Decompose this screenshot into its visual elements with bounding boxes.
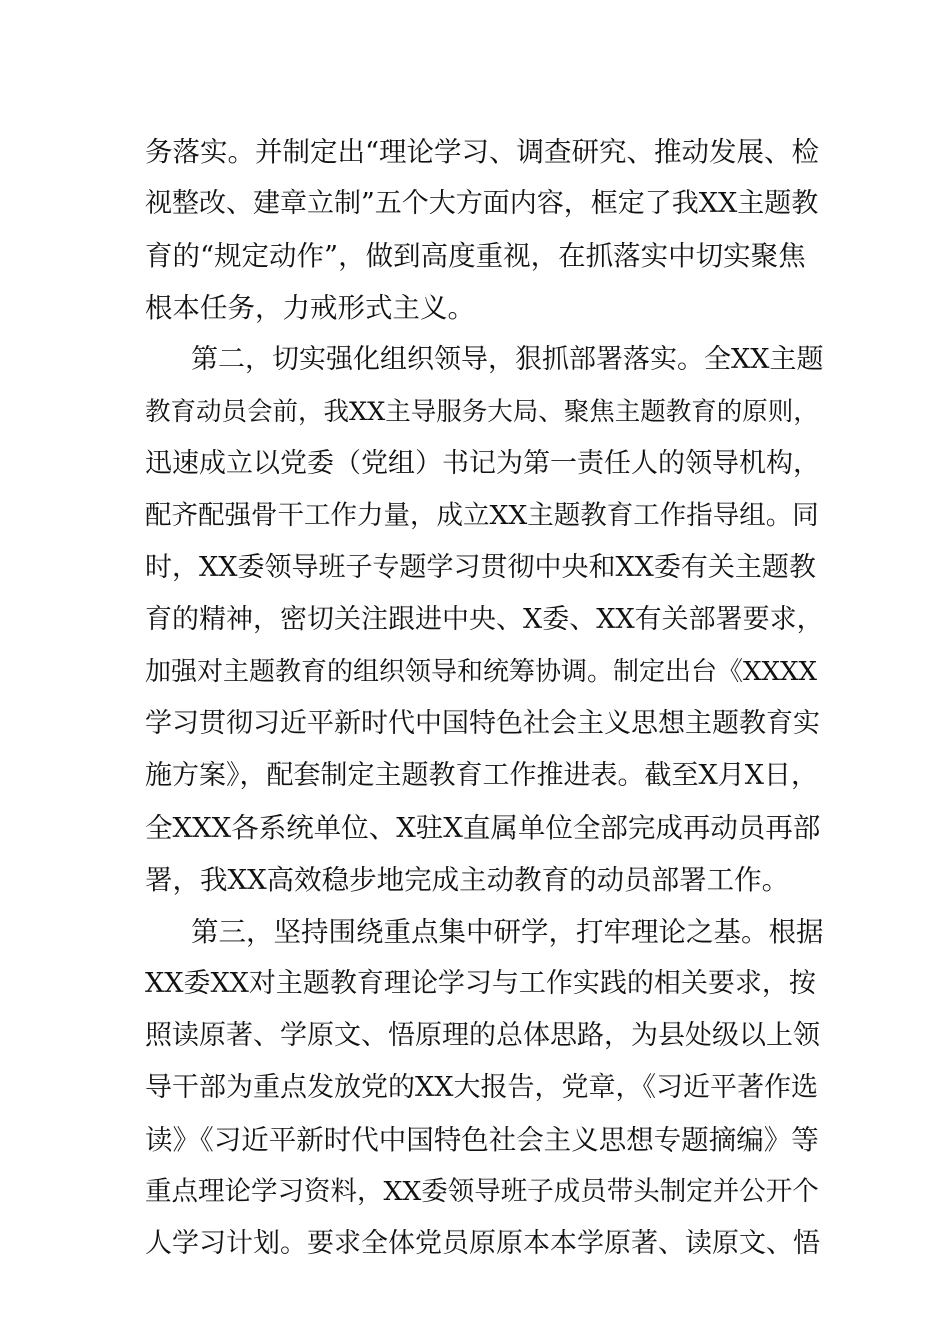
text-line: 施方案》，配套制定主题教育工作推进表。截至X月X日， [145, 760, 818, 791]
text-line: 视整改、建章立制”五个大方面内容，框定了我XX主题教 [145, 188, 819, 219]
text-line: 根本任务，力戒形式主义。 [145, 292, 475, 324]
text-line: 第三，坚持围绕重点集中研学，打牢理论之基。根据 [191, 916, 824, 948]
text-line: 第二，切实强化组织领导，狠抓部署落实。全XX主题 [191, 344, 824, 375]
text-line: 读》《习近平新时代中国特色社会主义思想专题摘编》等 [145, 1124, 819, 1156]
text-line: 人学习计划。要求全体党员原原本本学原著、读原文、悟 [145, 1228, 820, 1259]
text-line: XX委XX对主题教育理论学习与工作实践的相关要求，按 [145, 968, 816, 999]
text-line: 署，我XX高效稳步地完成主动教育的动员部署工作。 [145, 864, 790, 896]
text-line: 加强对主题教育的组织领导和统筹协调。制定出台《XXXX [145, 657, 818, 687]
text-line: 重点理论学习资料，XX委领导班子成员带头制定并公开个 [145, 1176, 819, 1207]
text-line: 育的“规定动作”，做到高度重视，在抓落实中切实聚焦 [145, 240, 806, 272]
text-line: 配齐配强骨干工作力量，成立XX主题教育工作指导组。同 [145, 500, 819, 531]
text-line: 学习贯彻习近平新时代中国特色社会主义思想主题教育实 [145, 708, 820, 739]
text-line: 时，XX委领导班子专题学习贯彻中央和XX委有关主题教 [145, 552, 816, 583]
text-line: 全XXX各系统单位、X驻X直属单位全部完成再动员再部 [145, 812, 821, 844]
text-line: 迅速成立以党委（党组）书记为第一责任人的领导机构， [145, 448, 820, 479]
text-line: 务落实。并制定出“理论学习、调查研究、推动发展、检 [145, 136, 820, 168]
document-body [145, 126, 825, 1270]
text-line: 导干部为重点发放党的XX大报告，党章，《习近平著作选 [145, 1072, 818, 1103]
text-line: 照读原著、学原文、悟原理的总体思路，为县处级以上领 [145, 1020, 820, 1051]
text-line: 教育动员会前，我XX主导服务大局、聚焦主题教育的原则， [145, 397, 819, 427]
text-line: 育的精神，密切关注跟进中央、X委、XX有关部署要求， [145, 604, 824, 635]
